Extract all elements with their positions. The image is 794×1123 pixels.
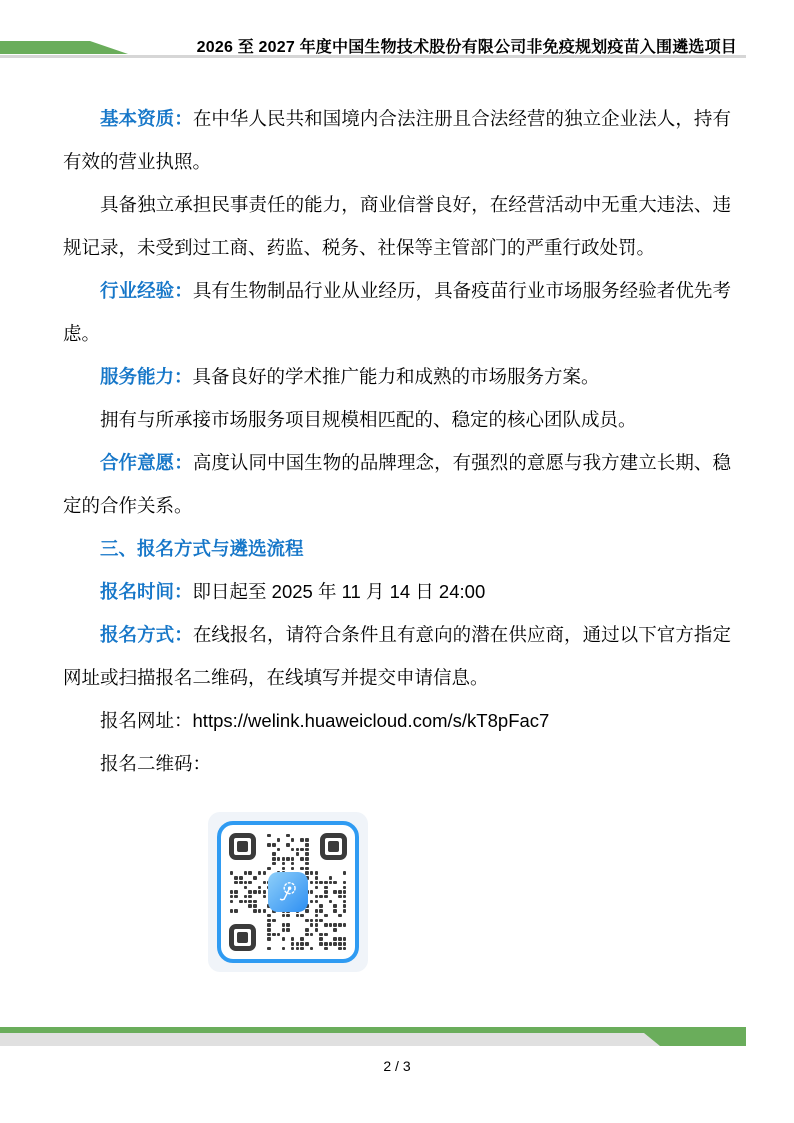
header-title: 2026 至 2027 年度中国生物技术股份有限公司非免疫规划疫苗入围遴选项目 bbox=[196, 39, 737, 56]
paragraph-text: 在线报名，请符合条件且有意向的潜在供应商，通过以下官方指定网址或扫描报名二维码，在线填写并提交申请信息。 bbox=[63, 624, 731, 688]
signup-url-text: https://welink.huaweicloud.com/s/kT8pFac7 bbox=[192, 710, 550, 731]
paragraph-label: 行业经验： bbox=[100, 280, 193, 301]
paragraph-registration-time bbox=[63, 570, 731, 613]
section-heading-registration bbox=[63, 527, 731, 570]
paragraph-registration-method bbox=[63, 613, 731, 699]
paragraph-core-team bbox=[63, 398, 731, 441]
paragraph-text: 即日起至 2025 年 11 月 14 日 24:00 bbox=[192, 581, 486, 602]
qr-finder-icon bbox=[229, 833, 256, 860]
paragraph-cooperation-will bbox=[63, 441, 731, 527]
heading-text: 三、报名方式与遴选流程 bbox=[100, 538, 304, 559]
paragraph-civil-liability bbox=[63, 183, 731, 269]
header-green-decoration bbox=[0, 41, 128, 54]
paragraph-text: 在中华人民共和国境内合法注册且合法经营的独立企业法人，持有有效的营业执照。 bbox=[63, 108, 731, 172]
paragraph-label: 服务能力： bbox=[100, 366, 193, 387]
qr-finder-icon bbox=[320, 833, 347, 860]
paragraph-text: 报名二维码： bbox=[100, 753, 212, 774]
paragraph-label: 基本资质： bbox=[100, 108, 193, 129]
paragraph-label: 合作意愿： bbox=[100, 452, 193, 473]
paragraph-text: 具有生物制品行业从业经历，具备疫苗行业市场服务经验者优先考虑。 bbox=[63, 280, 731, 344]
paragraph-registration-url bbox=[63, 699, 731, 742]
signup-qr-code bbox=[217, 821, 359, 963]
paragraph-industry-experience bbox=[63, 269, 731, 355]
paragraph-label: 报名时间： bbox=[100, 581, 193, 602]
paragraph-label: 报名网址： bbox=[100, 710, 193, 731]
welink-dandelion-icon bbox=[268, 872, 308, 912]
qr-code-background bbox=[208, 812, 368, 972]
paragraph-basic-qualification bbox=[63, 97, 731, 183]
document-body bbox=[63, 97, 731, 785]
page-number: 2 / 3 bbox=[383, 1058, 411, 1074]
paragraph-text: 拥有与所承接市场服务项目规模相匹配的、稳定的核心团队成员。 bbox=[100, 409, 637, 430]
paragraph-service-capability bbox=[63, 355, 731, 398]
qr-finder-icon bbox=[229, 924, 256, 951]
paragraph-text: 具备良好的学术推广能力和成熟的市场服务方案。 bbox=[192, 366, 600, 387]
footer-gray-decoration bbox=[0, 1033, 660, 1046]
paragraph-text: 具备独立承担民事责任的能力，商业信誉良好，在经营活动中无重大违法、违规记录，未受到过工商、药监、税务、社保等主管部门的严重行政处罚。 bbox=[63, 194, 731, 258]
paragraph-text: 高度认同中国生物的品牌理念，有强烈的意愿与我方建立长期、稳定的合作关系。 bbox=[63, 452, 731, 516]
paragraph-label: 报名方式： bbox=[100, 624, 193, 645]
paragraph-qr-caption bbox=[63, 742, 731, 785]
